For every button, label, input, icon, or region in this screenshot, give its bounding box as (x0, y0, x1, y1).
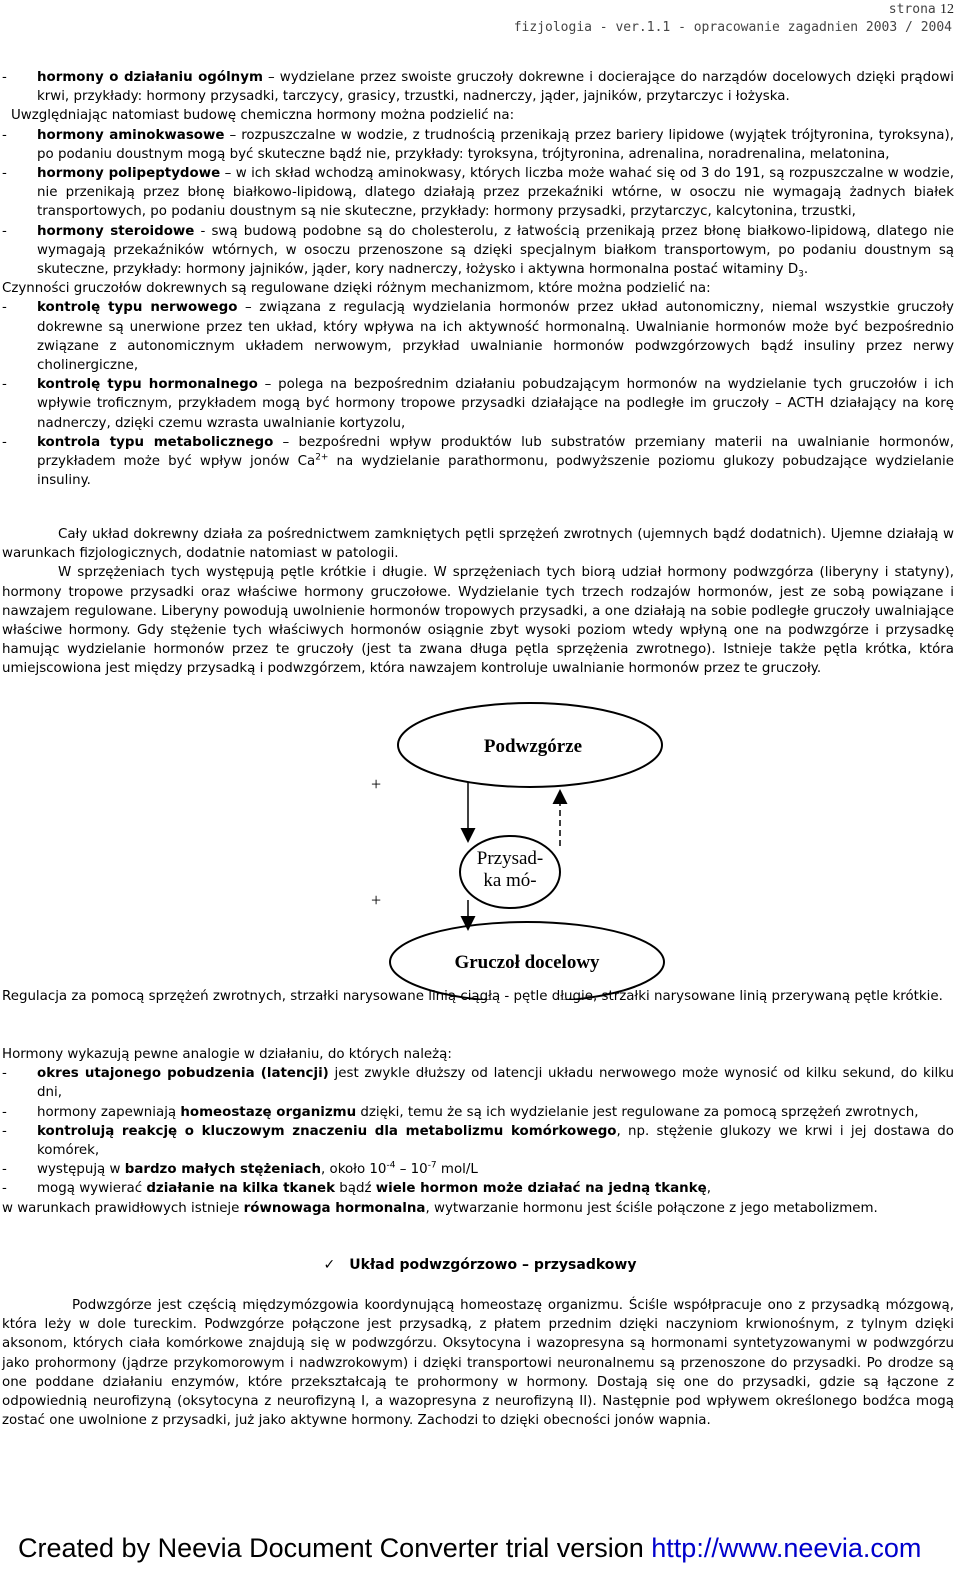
hormone-classification-section (2, 68, 954, 490)
pituitary-label-line1: Przysad- (476, 848, 544, 869)
list-dash: - (2, 223, 7, 239)
list-item-text: - swą budową podobne są do cholesterolu, z łatwością przenikają przez błonę białkowo-lipidową, dlatego nie wymagają przekaźników wtórnych, w osoczu przenoszone są dzięki specjalnym białkom transportowym, po podaniu doustnym są skuteczne, przykłady: hormony jajników, jąder, kory nadnerczy, łożysko i aktywna hormonalna postać witaminy D (37, 223, 954, 278)
list-dash: - (2, 127, 7, 143)
superscript: -7 (427, 1160, 437, 1171)
list-item (2, 1064, 954, 1102)
term-bold: działanie na kilka tkanek (146, 1181, 335, 1197)
plus-sign-lower: + (371, 890, 382, 910)
list-dash: - (2, 166, 7, 182)
term-bold: kontrolują reakcję o kluczowym znaczeniu dla metabolizmu komórkowego (37, 1123, 617, 1139)
list-item (2, 68, 954, 106)
term-bold: bardzo małych stężeniach (124, 1162, 321, 1178)
list-dash: - (2, 1181, 7, 1197)
list-dash: - (2, 1066, 7, 1082)
list-item (2, 1160, 954, 1179)
watermark-text: Created by Neevia Document Converter trial version (18, 1533, 652, 1563)
hypothalamic-pituitary-section (2, 1296, 954, 1430)
list-item-text: , np. stężenie glukozy we krwi i jej dostawa do komórek, (37, 1123, 954, 1159)
term-bold: homeostazę organizmu (180, 1104, 357, 1120)
paragraph: Podwzgórze jest częścią międzymózgowia koordynującą homeostazę organizmu. Ściśle współpracuje ono z przysadką mózgową, która leży w dole tureckim. Podwzgórze połączone jest przysadką, z płatem przednim dzięki naczyniom krwionośnym, z tylnym dzięki aksonom, których ciała komórkowe znajdują się w podwzgórzu. Oksytocyna i wazopresyna są hormonami syntetyzowanymi w podwzgórzu jako prohormony (jądrze przykomorowym i nadwzrokowym) i dzięki transportowi neuronalnemu są przenoszone do przysadki. Po drodze są one poddane działaniu enzymów, które przekształcają te prohormony w hormony. Dostają się one do przysadki, gdzie są łączone z odpowiednią neurofizyną (oksytocyna z neurofizyną I, a wazopresyna z neurofizyną II). Następnie pod wpływem określonego bodźca mogą zostać one uwolnione z przysadki, już jako aktywne hormony. Zachodzi to dzięki obecności jonów wapnia. (2, 1298, 954, 1429)
list-item (2, 1103, 954, 1122)
checkmark-icon: ✓ (323, 1257, 336, 1273)
list-item (2, 375, 954, 433)
feedback-section (2, 525, 954, 679)
list-item-text-end: . (803, 262, 809, 278)
paragraph: Cały układ dokrewny działa za pośrednictwem zamkniętych pętli sprzężeń zwrotnych (ujemnych bądź dodatnich). Ujemne działają w warunkach fizjologicznych, dodatnie natomiast w patologii. (2, 527, 954, 562)
list-item (2, 126, 954, 164)
superscript: 2+ (315, 452, 329, 463)
list-dash: - (2, 70, 7, 85)
list-item-text: , około 10 (320, 1162, 387, 1178)
paragraph: Hormony wykazują pewne analogie w działaniu, do których należą: (2, 1047, 452, 1062)
list-item (2, 433, 954, 491)
list-item-text: – związana z regulacją wydzielania hormonów przez układ autonomiczny, niemal wszystkie gruczoły dokrewne są unerwione przez ten układ, który wpływa na ich aktywność hormonalną. Uwalnianie hormonów może być bezpośrednio związane z autonomicznym układem nerwowym, przykład uwalnianie hormonów podwzgórzowych bądź insuliny przez nerwy cholinergiczne, (37, 300, 954, 374)
paragraph (2, 1199, 954, 1218)
list-item-text-end: na wydzielanie parathormonu, podwyższenie poziomu glukozy pobudzające wydzielanie insuliny. (37, 454, 954, 489)
converter-watermark (18, 1532, 921, 1564)
hormone-analogies-section (2, 1045, 954, 1218)
list-item (2, 1179, 954, 1198)
list-dash: - (2, 1123, 7, 1139)
list-item-text: dzięki, temu że są ich wydzielanie jest regulowane za pomocą sprzężeń zwrotnych, (356, 1104, 919, 1120)
subscript: 3 (798, 269, 804, 280)
superscript: -4 (386, 1160, 396, 1171)
term-bold: kontrola typu metabolicznego (37, 434, 274, 450)
section-heading (0, 1256, 960, 1275)
paragraph: W sprzężeniach tych występują pętle krótkie i długie. W sprzężeniach tych biorą udział hormony podwzgórza (liberyny i statyny), hormony tropowe przysadki oraz właściwe hormony gruczołowe. Wydzielanie tych trzech rodzajów hormonów, jest ze sobą powiązane i nawzajem regulowane. Liberyny powodują uwolnienie hormonów tropowych przysadki, a one działają na sobie podległe gruczoły uwalniające właściwe hormony. Gdy stężenie tych właściwych hormonów osiągnie zbyt wysoki poziom wtedy wpłyną one na podwzgórze i przysadkę hamując wydzielanie hormonów przez te gruczoły (jest ta zwana długa pętla sprzężenia zwrotnego). Istnieje także pętla krótka, która umiejscowiona jest między przysadką i podwzgórzem, która nawzajem kontroluje uwalnianie hormonów przez te gruczoły. (2, 565, 954, 677)
hypothalamus-label: Podwzgórze (483, 736, 583, 757)
list-item-text: – w ich skład wchodzą aminokwasy, których liczba może wahać się od 3 do 191, są rozpuszczalne w wodzie, nie przenikają przez błonę białkowo-lipidową, dlatego działają przez przekaźniki wtórne, w osoczu nie wymagają żadnych białek transportowych, po podaniu doustnym są nie skuteczne, przykłady: hormony przysadki, przytarczyc, kalcytonina, trzustki, (37, 166, 955, 220)
list-item-text: występują w (37, 1162, 125, 1178)
plus-sign-upper: + (371, 774, 382, 794)
list-dash: - (2, 300, 7, 316)
term-bold: hormony steroidowe (37, 223, 195, 239)
list-item-text: – rozpuszczalne w wodzie, z trudnością przenikają przez bariery lipidowe (wyjątek trójtyronina, tyroksyna), po podaniu doustnym mogą być skuteczne bądź nie, przykłady: tyroksyna, trójtyronina, adrenalina, noradrenalina, melatonina, (37, 127, 954, 162)
list-item (2, 222, 954, 280)
list-dash: - (2, 377, 7, 393)
feedback-loop-diagram (0, 700, 960, 1000)
list-item-text: bądź (335, 1181, 376, 1197)
list-item-text: – wydzielane przez swoiste gruczoły dokrewne i docierające do narządów docelowych dzięki prądowi krwi, przykłady: hormony przysadki, tarczycy, grasicy, trzustki, nadnerczy, jąder, jajników, przytarczyc i łożyska. (37, 70, 954, 105)
pituitary-label-line2: ka mó- (483, 870, 537, 891)
term-bold: kontrolę typu hormonalnego (37, 377, 258, 393)
term-bold: kontrolę typu nerwowego (37, 300, 238, 316)
watermark-link[interactable]: http://www.neevia.com (651, 1533, 922, 1563)
term-bold: okres utajonego pobudzenia (latencji) (37, 1066, 329, 1082)
target-gland-label: Gruczoł docelowy (454, 952, 600, 973)
list-dash: - (2, 1104, 7, 1120)
list-item-text: – 10 (395, 1162, 428, 1178)
list-dash: - (2, 1162, 7, 1178)
list-item-text: – bezpośredni wpływ produktów lub substratów przemiany materii na uwalnianie hormonów, przykładem może być wpływ jonów Ca (37, 434, 954, 470)
term-bold: hormony polipeptydowe (37, 166, 221, 182)
list-dash: - (2, 434, 7, 450)
list-item (2, 164, 954, 222)
list-item-text: mol/L (436, 1162, 478, 1178)
list-item (2, 298, 954, 375)
list-item-text: – polega na bezpośrednim działaniu pobudzającym hormonów na wydzielanie tych gruczołów i ich wpływie troficznym, przykładem mogą być hormony tropowe przysadki działające na podległe im gruczoły – ACTH działający na korę nadnerczy, dzięki czemu wzrasta uwalnianie kortyzolu, (37, 377, 954, 431)
paragraph: Uwzględniając natomiast budowę chemiczna hormony można podzielić na: (11, 108, 515, 124)
paragraph: Czynności gruczołów dokrewnych są regulowane dzięki różnym mechanizmom, które można podzielić na: (2, 281, 711, 297)
list-item-text: jest zwykle dłuższy od latencji układu nerwowego może wynosić od kilku sekund, do kilku dni, (37, 1066, 954, 1101)
paragraph-text: , wytwarzanie hormonu jest ściśle połączone z jego metabolizmem. (425, 1200, 878, 1216)
term-bold: wiele hormon może działać na jedną tkankę (375, 1181, 707, 1197)
term-bold: równowaga hormonalna (243, 1200, 426, 1216)
paragraph-text: w warunkach prawidłowych istnieje (2, 1200, 244, 1216)
list-item-text: mogą wywierać (37, 1181, 147, 1197)
document-title-header: fizjologia - ver.1.1 - opracowanie zagadnien 2003 / 2004 (513, 20, 952, 35)
term-bold: hormony o działaniu ogólnym (37, 70, 263, 85)
list-item (2, 1122, 954, 1160)
term-bold: hormony aminokwasowe (37, 127, 225, 143)
page-number-header (889, 0, 954, 19)
page-label: strona (888, 2, 936, 17)
list-item-text: , (706, 1181, 711, 1197)
list-item-text: hormony zapewniają (37, 1104, 181, 1120)
page-number: 12 (940, 2, 954, 17)
diagram-caption: Regulacja za pomocą sprzężeń zwrotnych, strzałki narysowane linią ciągłą - pętle długie, strzałki narysowane linią przerywaną pętle krótkie. (2, 989, 943, 1004)
section-heading-text: Układ podwzgórzowo – przysadkowy (349, 1257, 637, 1273)
